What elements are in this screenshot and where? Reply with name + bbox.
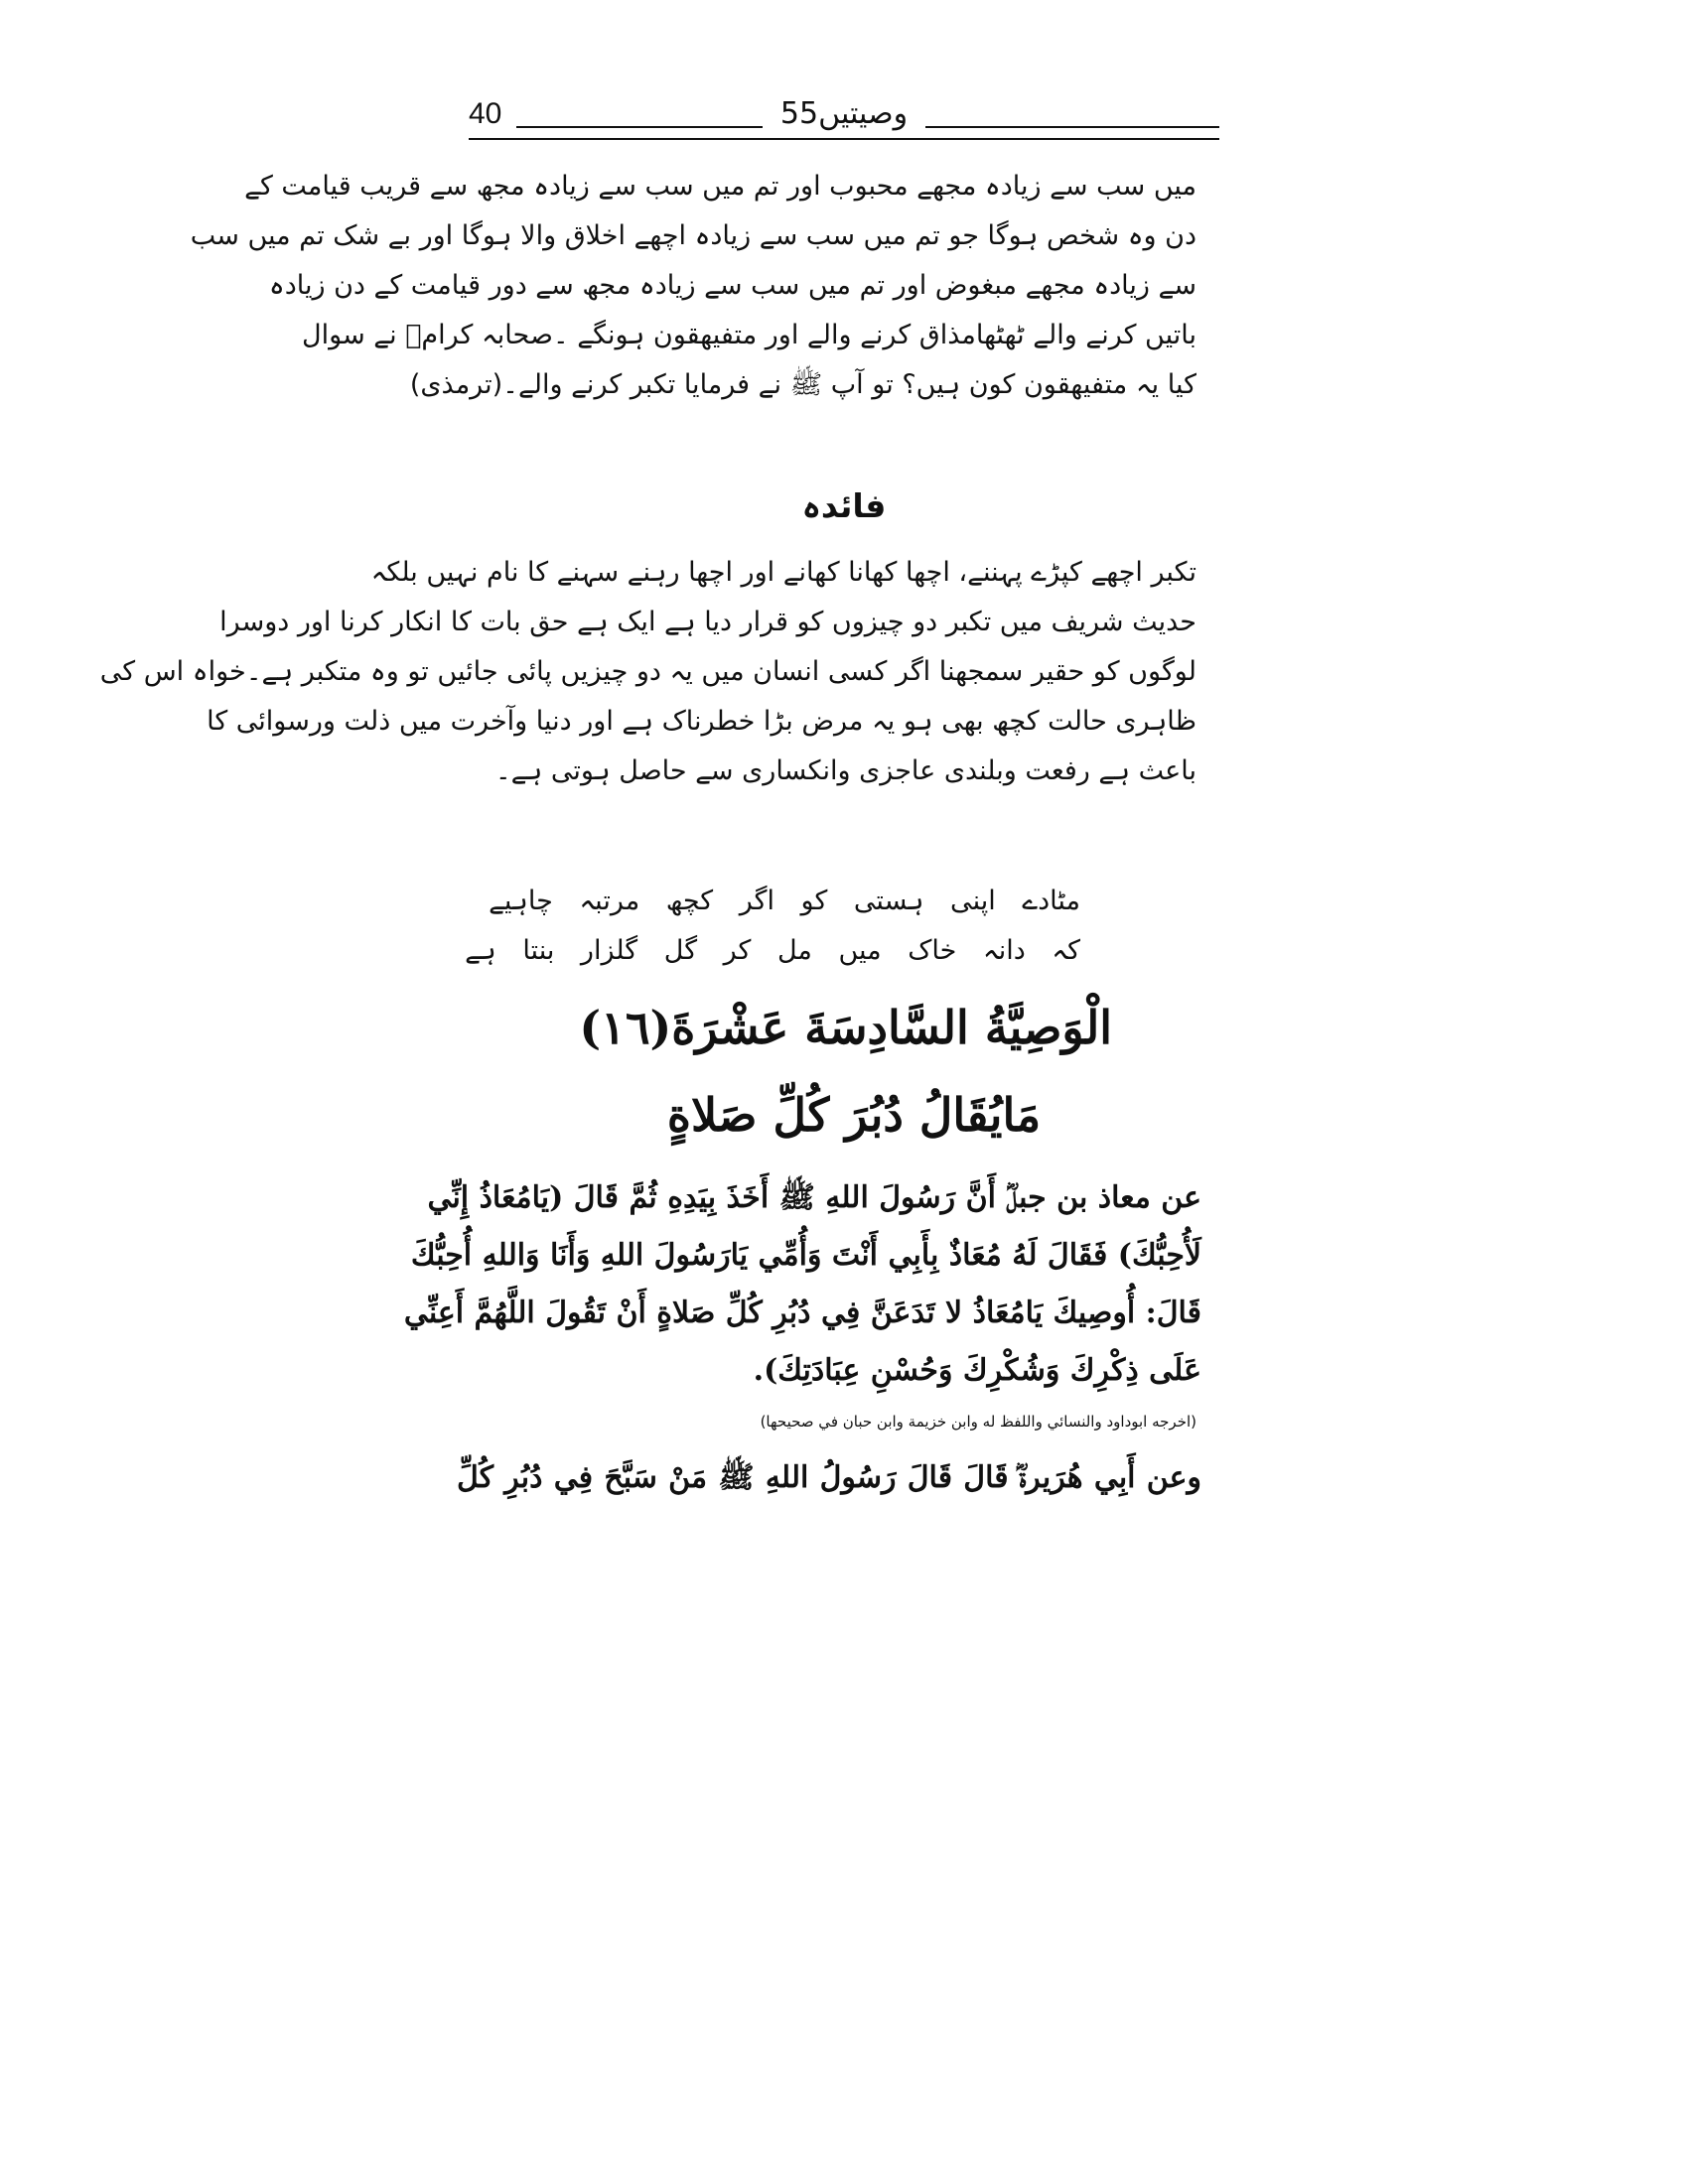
text-line: تکبر اچھے کپڑے پہننے، اچھا کھانا کھانے اور اچھا رہنے سہنے کا نام نہیں بلکہ (370, 557, 1196, 588)
text-line: عَلَى ذِكْرِكَ وَشُكْرِكَ وَحُسْنِ عِبَادَتِكَ). (753, 1353, 1201, 1388)
text-line: ظاہری حالت کچھ بھی ہو یہ مرض بڑا خطرناک ہے اور دنیا وآخرت میں ذلت ورسوائی کا (207, 706, 1196, 737)
wasiyya-subtitle: مَايُقَالُ دُبُرَ كُلِّ صَلاةٍ (666, 1088, 1042, 1142)
section-heading-faida: فائدہ (801, 486, 887, 525)
text-line: حدیث شریف میں تکبر دو چیزوں کو قرار دیا ہے ایک ہے حق بات کا انکار کرنا اور دوسرا (219, 607, 1196, 637)
wasiyya-title: الْوَصِيَّةُ السَّادِسَةَ عَشْرَةَ(١٦) (579, 1001, 1112, 1054)
text-line: دن وہ شخص ہوگا جو تم میں سب سے زیادہ اچھے اخلاق والا ہوگا اور بے شک تم میں سب (190, 220, 1196, 251)
book-title: 55وصیتیں (779, 96, 909, 131)
text-line: عن معاذ بن جبلؓ أَنَّ رَسُولَ اللهِ ﷺ أَخَذَ بِيَدِهِ ثُمَّ قَالَ (يَامُعَاذُ إِنِّي (427, 1180, 1201, 1215)
text-line: میں سب سے زیادہ مجھے محبوب اور تم میں سب سے زیادہ مجھ سے قریب قیامت کے (244, 171, 1196, 202)
header-rule-left (516, 126, 763, 128)
second-hadith-paragraph (457, 1449, 1201, 1507)
hadith-arabic-paragraph (403, 1169, 1201, 1400)
text-line: لَأُحِبُّكَ) فَقَالَ لَهُ مُعَاذٌ بِأَبِي أَنْتَ وَأُمِّي يَارَسُولَ اللهِ وَأَنَا وَاللهِ أُحِبُّكَ (410, 1238, 1201, 1273)
verse-line-1: مٹادے اپنی ہستی کو اگر کچھ مرتبہ چاہیے (489, 886, 1080, 916)
text-line: لوگوں کو حقیر سمجھنا اگر کسی انسان میں یہ دو چیزیں پائی جائیں تو وہ متکبر ہے۔خواہ اس کی (99, 656, 1196, 687)
text-line: قَالَ: أُوصِيكَ يَامُعَاذُ لا تَدَعَنَّ فِي دُبُرِ كُلِّ صَلاةٍ أَنْ تَقُولَ اللَّهُمَّ أَعِنِّي (403, 1296, 1201, 1330)
faida-paragraph (99, 548, 1196, 796)
page-header (469, 94, 1219, 134)
text-line: باعث ہے رفعت وبلندی عاجزی وانکساری سے حاصل ہوتی ہے۔ (494, 755, 1196, 786)
header-rule-right (925, 126, 1219, 128)
text-line: سے زیادہ مجھے مبغوض اور تم میں سب سے زیادہ مجھ سے دور قیامت کے دن زیادہ (268, 270, 1196, 301)
text-line: باتیں کرنے والے ٹھٹھامذاق کرنے والے اور متفیھقون ہونگے ۔صحابہ کرامؓ نے سوال (302, 320, 1196, 350)
header-underline (469, 138, 1219, 140)
text-line: وعن أَبِي هُرَيرةؓ قَالَ قَالَ رَسُولُ اللهِ ﷺ مَنْ سَبَّحَ فِي دُبُرِ كُلِّ (457, 1460, 1201, 1495)
hadith-reference: (اخرجه ابوداود والنسائي واللفظ له وابن خزيمة وابن حبان في صحيحها) (760, 1413, 1196, 1431)
text-line: کیا یہ متفیھقون کون ہیں؟ تو آپ ﷺ نے فرمایا تکبر کرنے والے۔(ترمذی) (409, 369, 1196, 400)
hadith-translation-paragraph (190, 162, 1196, 410)
verse-line-2: کہ دانہ خاک میں مل کر گل گلزار بنتا ہے (465, 935, 1080, 966)
page-number: 40 (469, 97, 502, 130)
